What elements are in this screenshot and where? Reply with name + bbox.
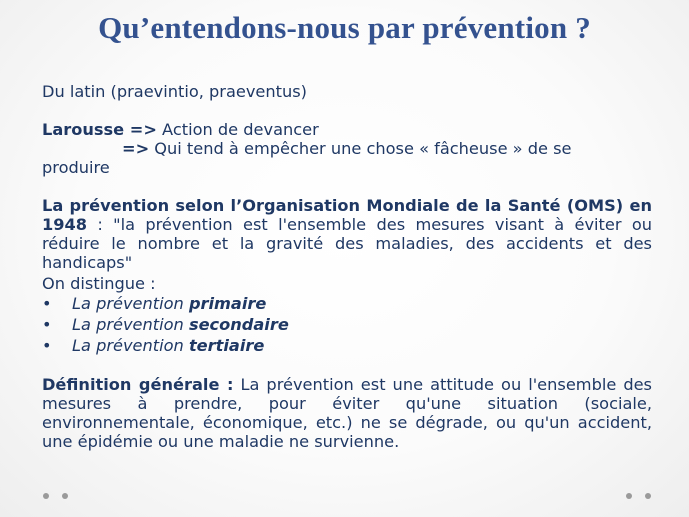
bullet-bold: primaire [188,294,267,313]
larousse-def2-first: Qui tend à empêcher une chose « fâcheuse » de se [149,139,572,158]
prevention-types-list [42,293,652,356]
general-definition [42,375,652,451]
slide-body [42,82,652,451]
bullet-icon: • [42,336,52,355]
oms-text: : "la prévention est l'ensemble des mesures visant à éviter ou réduire le nombre et la gravité des maladies, des accidents et des handicaps" [42,215,652,272]
larousse-label: Larousse => [42,120,157,139]
definition-label: Définition générale : [42,375,234,394]
bullet-prefix: La prévention [72,315,189,334]
slide-title: Qu’entendons-nous par prévention ? [98,10,591,45]
bullet-bold: secondaire [188,315,289,334]
oms-definition [42,196,652,272]
definition-text: La prévention est une attitude ou l'ensemble des mesures à prendre, pour éviter qu'une situation (sociale, environnementale, économique, etc.) ne se dégrade, ou qu'un accident, une épidémie ou une maladie ne survienne. [42,375,652,451]
list-item [42,293,652,314]
oms-bold: La prévention selon l’Organisation Mondiale de la Santé (OMS) en 1948 [42,196,652,234]
dot-icon [43,493,49,499]
larousse-def2-second: produire [42,158,110,177]
dot-icon [62,493,68,499]
bottom-left-dots [43,484,68,494]
dot-icon [626,493,632,499]
bullet-icon: • [42,315,52,334]
distinguish-text: On distingue : [42,274,156,293]
larousse-def1: Action de devancer [156,120,319,139]
dot-icon [645,493,651,499]
larousse-arrow: => [122,139,150,158]
list-item [42,314,652,335]
larousse-definition-1 [42,120,652,139]
larousse-definition-2 [42,139,652,158]
bullet-prefix: La prévention [72,336,189,355]
bottom-right-dots [626,484,651,494]
origin-text: Du latin (praevintio, praeventus) [42,82,307,101]
list-item [42,335,652,356]
bullet-prefix: La prévention [72,294,189,313]
bullet-icon: • [42,294,52,313]
bullet-bold: tertiaire [188,336,265,355]
